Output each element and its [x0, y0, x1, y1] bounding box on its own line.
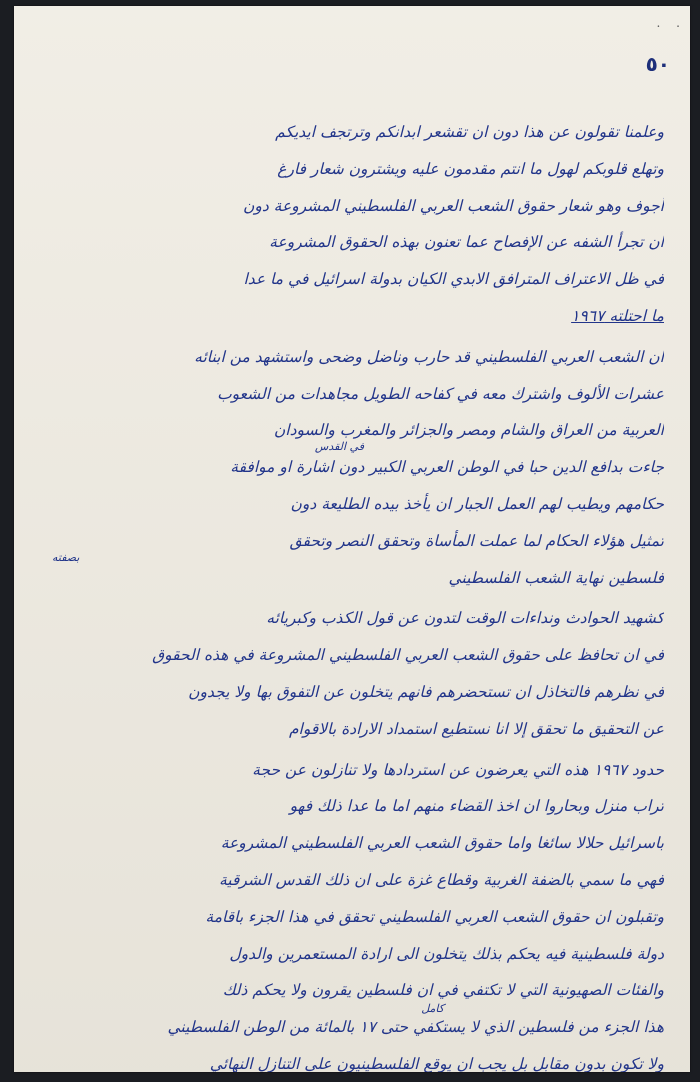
text-line: تراب منزل وبحاروا ان اخذ القضاء منهم اما ما عدا ذلك فهو [289, 797, 664, 816]
text-line: فلسطين نهاية الشعب الفلسطيني [448, 568, 664, 587]
text-line: وتهلع قلوبكم لهول ما انتم مقدمون عليه ويشترون شعار فارغ [277, 159, 664, 178]
manuscript-page [14, 6, 690, 1072]
text-line: فهي ما سمي بالضفة الغربية وقطاع غزة على ان ذلك القدس الشرقية [218, 870, 664, 889]
text-line: ولا تكون بدون مقابل بل يجب ان يوقع الفلسطينيون على التنازل النهائي [209, 1054, 664, 1072]
text-line: هذا الجزء من فلسطين الذي لا يستكفي حتى ١٧ بالمائة من الوطن الفلسطيني [167, 1018, 664, 1037]
text-line: حدود ١٩٦٧ هذه التي يعرضون عن استردادها ولا تنازلون عن حجة [252, 760, 664, 779]
text-line: باسرائيل حلالا سائغا واما حقوق الشعب العربي الفلسطيني المشروعة [220, 834, 664, 853]
text-line: كشهيد الحوادث ونداءات الوقت لتدون عن قول الكذب وكبريائه [266, 609, 664, 628]
text-line: في نظرهم فالتخاذل ان تستحضرهم فانهم يتخلون عن التفوق بها ولا يجدون [188, 682, 664, 701]
text-line: عشرات الألوف واشترك معه في كفاحه الطويل مجاهدات من الشعوب [217, 384, 664, 403]
text-line: حكامهم ويطيب لهم العمل الجبار ان يأخذ بيده الطليعة دون [290, 494, 664, 513]
text-line: جاءت بدافع الدين حبا في الوطن العربي الكبير دون اشارة او موافقة [230, 458, 664, 477]
text-line: في ظل الاعتراف المترافق الابدي الكيان بدولة اسرائيل في ما عدا [243, 270, 664, 289]
text-line: عن التحقيق ما تحقق إلا انا نستطيع استمداد الارادة بالاقوام [288, 719, 664, 738]
corner-marks: . . [656, 16, 686, 30]
insertion-text: بصفته [52, 550, 80, 564]
text-line: في ان تحافظ على حقوق الشعب العربي الفلسطيني المشروعة في هذه الحقوق [152, 646, 664, 665]
page-number: ٥٠ [645, 52, 670, 76]
insertion-text: كامل [421, 1002, 444, 1016]
text-line: العربية من العراق والشام ومصر والجزائر والمغرب والسودان [273, 421, 664, 440]
text-line: وتقبلون ان حقوق الشعب العربي الفلسطيني تحقق في هذا الجزء باقامة [205, 907, 664, 926]
text-line: والفئات الصهيونية التي لا تكتفي في ان فلسطين يقرون ولا يحكم ذلك [222, 981, 664, 1000]
text-line: تمثيل هؤلاء الحكام لما عملت المأساة وتحقق النصر وتحقق [289, 531, 664, 550]
handwritten-text [42, 114, 664, 1072]
text-line: ما احتلته ١٩٦٧ [571, 306, 664, 325]
text-line: وعلمنا تقولون عن هذا دون ان تقشعر ابدانكم وترتجف ايديكم [275, 123, 664, 141]
text-line: دولة فلسطينية فيه يحكم بذلك يتخلون الى ارادة المستعمرين والدول [229, 944, 664, 963]
text-line: ان الشعب العربي الفلسطيني قد حارب وناضل وضحى واستشهد من ابنائه [194, 347, 664, 366]
insertion-text: في القدس [314, 440, 364, 454]
text-line: ان تجرأ الشفه عن الإفصاح عما تعنون بهذه الحقوق المشروعة [269, 233, 664, 252]
text-line: أجوف وهو شعار حقوق الشعب العربي الفلسطيني المشروعة دون [242, 196, 664, 215]
